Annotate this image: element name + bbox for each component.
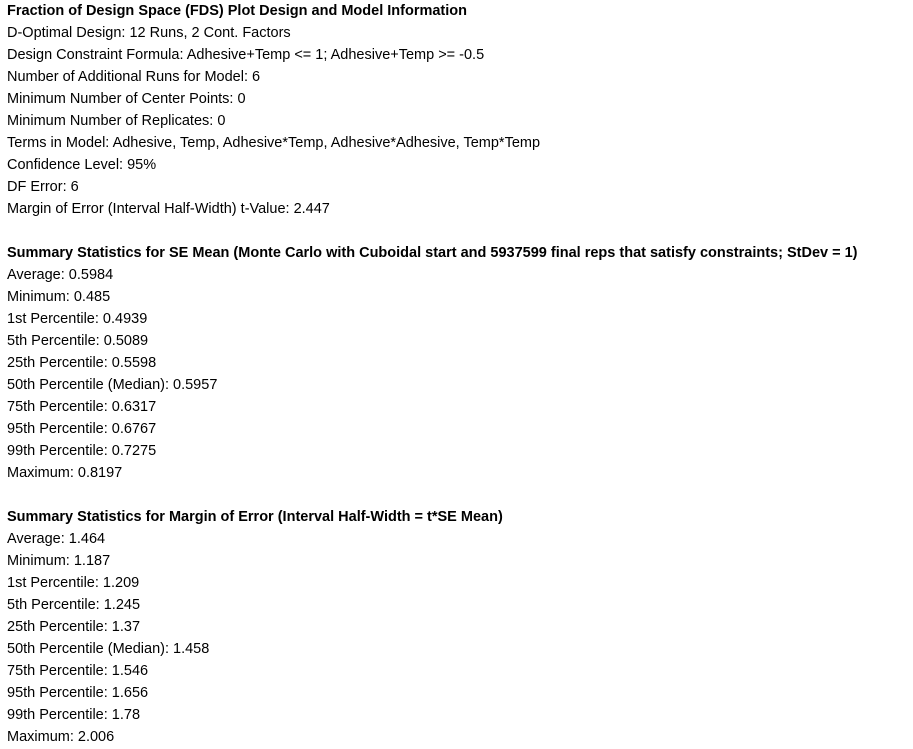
design-info-heading: Fraction of Design Space (FDS) Plot Design and Model Information xyxy=(7,3,467,19)
section-divider xyxy=(7,484,913,506)
design-info-line: Confidence Level: 95% xyxy=(7,157,157,173)
se-mean-stat-line: Minimum: 0.485 xyxy=(7,289,111,305)
se-mean-stat-line: Maximum: 0.8197 xyxy=(7,465,123,481)
design-info-line: Margin of Error (Interval Half-Width) t-Value: 2.447 xyxy=(7,201,330,217)
se-mean-stat-line: 50th Percentile (Median): 0.5957 xyxy=(7,377,218,393)
design-info-line: Design Constraint Formula: Adhesive+Temp <= 1; Adhesive+Temp >= -0.5 xyxy=(7,47,485,63)
design-info-line: Number of Additional Runs for Model: 6 xyxy=(7,69,261,85)
se-mean-stat-line: 75th Percentile: 0.6317 xyxy=(7,399,157,415)
margin-error-stat-line: 95th Percentile: 1.656 xyxy=(7,685,149,701)
se-mean-stat-line: 99th Percentile: 0.7275 xyxy=(7,443,157,459)
margin-error-stat-line: Minimum: 1.187 xyxy=(7,553,111,569)
margin-error-stat-line: 99th Percentile: 1.78 xyxy=(7,707,141,723)
se-mean-stat-line: 25th Percentile: 0.5598 xyxy=(7,355,157,371)
margin-error-stats-heading: Summary Statistics for Margin of Error (Interval Half-Width = t*SE Mean) xyxy=(7,509,503,525)
se-mean-stat-line: Average: 0.5984 xyxy=(7,267,114,283)
margin-error-stat-line: 50th Percentile (Median): 1.458 xyxy=(7,641,210,657)
se-mean-stat-line: 1st Percentile: 0.4939 xyxy=(7,311,148,327)
margin-error-stat-line: 75th Percentile: 1.546 xyxy=(7,663,149,679)
design-info-line: Minimum Number of Replicates: 0 xyxy=(7,113,226,129)
design-info-line: D-Optimal Design: 12 Runs, 2 Cont. Factors xyxy=(7,25,291,41)
margin-error-stat-line: Maximum: 2.006 xyxy=(7,729,115,745)
design-info-line: Terms in Model: Adhesive, Temp, Adhesive*Temp, Adhesive*Adhesive, Temp*Temp xyxy=(7,135,541,151)
margin-error-stat-line: 5th Percentile: 1.245 xyxy=(7,597,141,613)
margin-error-stat-line: Average: 1.464 xyxy=(7,531,106,547)
margin-error-stat-line: 1st Percentile: 1.209 xyxy=(7,575,140,591)
design-info-line: DF Error: 6 xyxy=(7,179,79,195)
se-mean-stat-line: 95th Percentile: 0.6767 xyxy=(7,421,157,437)
se-mean-stat-line: 5th Percentile: 0.5089 xyxy=(7,333,149,349)
section-divider xyxy=(7,220,913,242)
margin-error-stat-line: 25th Percentile: 1.37 xyxy=(7,619,141,635)
design-info-line: Minimum Number of Center Points: 0 xyxy=(7,91,246,107)
margin-error-stats-section xyxy=(7,506,913,748)
se-mean-stats-section xyxy=(7,242,913,484)
se-mean-stats-heading: Summary Statistics for SE Mean (Monte Carlo with Cuboidal start and 5937599 final reps that satisfy constraints; StDev = 1) xyxy=(7,245,858,261)
design-info-section xyxy=(7,0,913,220)
